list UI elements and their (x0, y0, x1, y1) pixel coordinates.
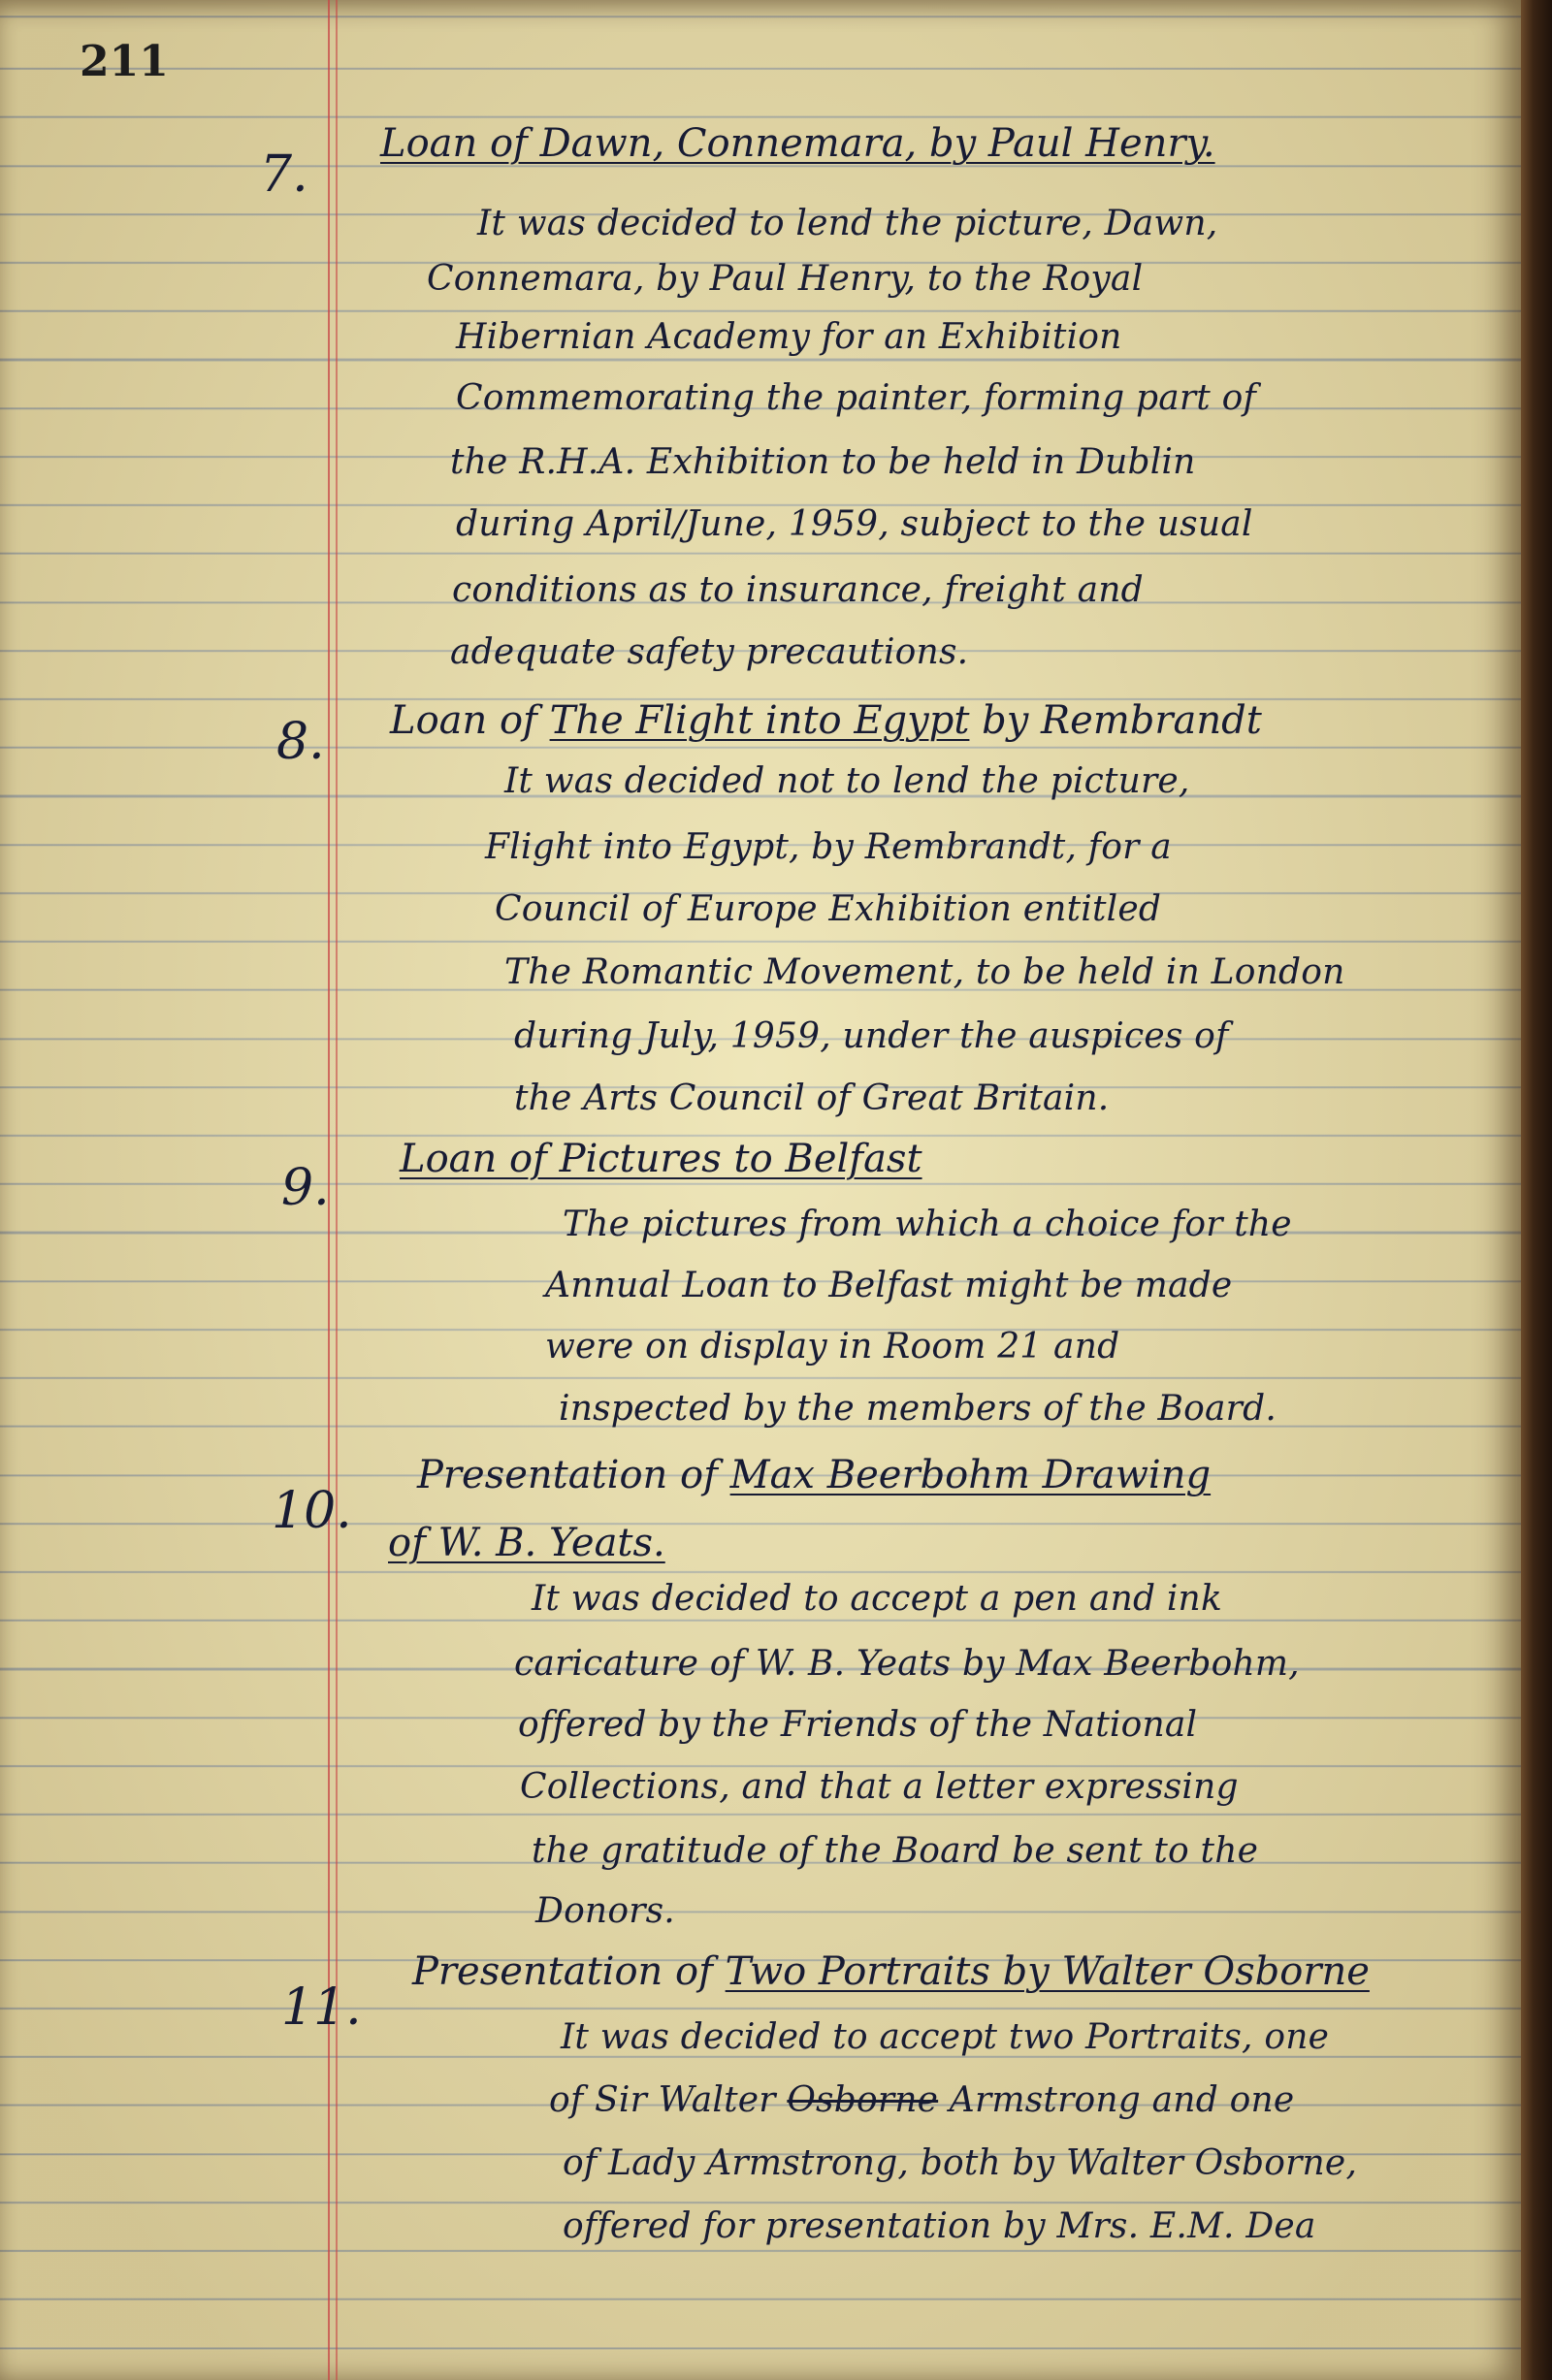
minute-line: adequate safety precautions. (450, 632, 969, 672)
minute-line: during July, 1959, under the auspices of (514, 1016, 1229, 1056)
item-number: 10. (272, 1482, 352, 1540)
minute-line: It was decided to accept a pen and ink (532, 1579, 1222, 1619)
heading-prefix: Loan of (390, 698, 550, 743)
minute-line: during April/June, 1959, subject to the usual (456, 504, 1253, 544)
item-heading: Loan of Dawn, Connemara, by Paul Henry. (380, 121, 1215, 166)
minute-line: conditions as to insurance, freight and (452, 570, 1144, 610)
minute-line (549, 2080, 1294, 2120)
item-number: 11. (281, 1978, 362, 2037)
minute-line: Flight into Egypt, by Rembrandt, for a (485, 827, 1172, 867)
minute-line: The Romantic Movement, to be held in London (504, 952, 1345, 992)
heading-prefix: Presentation of (412, 1949, 726, 1994)
line-prefix: of Sir Walter (549, 2080, 788, 2120)
minute-line: caricature of W. B. Yeats by Max Beerbohm, (514, 1644, 1300, 1684)
minute-line: It was decided to lend the picture, Dawn, (477, 204, 1218, 243)
minute-line: the gratitude of the Board be sent to the (532, 1831, 1259, 1871)
minute-line: offered for presentation by Mrs. E.M. Dea (563, 2206, 1316, 2246)
minute-line: Connemara, by Paul Henry, to the Royal (427, 259, 1144, 299)
item-number: 8. (276, 713, 325, 771)
minute-line: were on display in Room 21 and (545, 1327, 1120, 1367)
minute-line: It was decided not to lend the picture, (504, 761, 1190, 801)
item-heading: Loan of Pictures to Belfast (400, 1137, 922, 1181)
minute-line: Donors. (535, 1891, 675, 1931)
minute-line: offered by the Friends of the National (518, 1705, 1198, 1745)
heading-title: The Flight into Egypt (549, 698, 970, 743)
minute-line: the R.H.A. Exhibition to be held in Dublin (450, 442, 1196, 482)
minute-line: inspected by the members of the Board. (559, 1389, 1277, 1429)
item-heading (417, 1453, 1211, 1497)
struck-word: Osborne (787, 2080, 939, 2120)
minute-line: Council of Europe Exhibition entitled (495, 889, 1162, 929)
minute-line: It was decided to accept two Portraits, one (561, 2017, 1330, 2057)
item-number: 7. (260, 145, 308, 204)
item-heading (412, 1949, 1370, 1994)
line-suffix: Armstrong and one (938, 2080, 1295, 2120)
item-heading-line2: of W. B. Yeats. (388, 1521, 665, 1565)
heading-title: Two Portraits by Walter Osborne (725, 1949, 1370, 1994)
page-number: 211 (80, 37, 169, 86)
minute-line: Hibernian Academy for an Exhibition (456, 317, 1122, 357)
heading-prefix: Presentation of (417, 1453, 730, 1497)
item-number: 9. (281, 1159, 330, 1217)
heading-title: Max Beerbohm Drawing (729, 1453, 1212, 1497)
minute-line: The pictures from which a choice for the (563, 1205, 1292, 1244)
minute-line: Collections, and that a letter expressing (520, 1767, 1239, 1807)
minute-line: Commemorating the painter, forming part of (456, 378, 1257, 418)
item-heading (390, 698, 1262, 743)
book-spine (1521, 0, 1552, 2380)
minute-line: the Arts Council of Great Britain. (514, 1078, 1110, 1118)
minute-line: of Lady Armstrong, both by Walter Osborne, (563, 2143, 1358, 2183)
minute-line: Annual Loan to Belfast might be made (545, 1266, 1233, 1305)
heading-suffix: by Rembrandt (969, 698, 1262, 743)
